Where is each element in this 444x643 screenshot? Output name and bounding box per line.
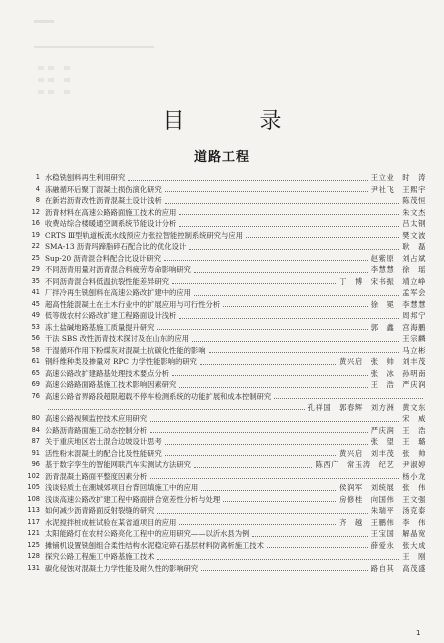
toc-article-title: 不同沥青混合料低温抗裂性能差异研究 — [45, 276, 170, 286]
dot-leader — [165, 203, 400, 204]
toc-entry[interactable] — [22, 391, 426, 403]
toc-article-title: Sup-20 沥青混合料配合比设计研究 — [45, 253, 162, 263]
toc-article-title: 超高性能混凝土在土木行业中的扩展应用与可行性分析 — [45, 299, 221, 309]
toc-authors: 陈西广 常玉涛 纪艺 尹淑婷 — [315, 460, 426, 469]
toc-page-number: 69 — [31, 380, 40, 388]
toc-article-title: 活性粉末混凝土的配合比及性能研究 — [45, 448, 162, 458]
dot-leader — [200, 364, 336, 365]
dot-leader — [189, 249, 399, 250]
toc-article-title: 浅谈高速公路改扩建工程中路面拼合宽差性分析与处理 — [45, 494, 221, 504]
toc-entry[interactable] — [22, 379, 426, 391]
dot-leader — [165, 191, 368, 192]
toc-entry[interactable] — [22, 264, 426, 276]
toc-article-title: 如何减少沥青路面反射裂缝的研究 — [45, 506, 155, 515]
toc-page-number: 65 — [31, 368, 40, 377]
toc-article-title: 收费站综合楼暖通空调系统节能设计分析 — [45, 219, 177, 228]
dot-leader — [48, 409, 305, 410]
dot-leader — [150, 432, 368, 433]
dot-leader — [165, 444, 368, 445]
toc-page-number: 125 — [27, 540, 40, 549]
toc-article-title: 探究公路工程施工中路基施工技术 — [45, 552, 155, 561]
toc-page-number: 8 — [35, 196, 40, 204]
toc-article-title: 水稳铣刨料再生利用研究 — [45, 173, 126, 182]
toc-entry[interactable] — [22, 230, 426, 242]
toc-entry[interactable] — [22, 471, 426, 483]
toc-article-title: 干法 SBS 改性沥青技术探讨及在山东的应用 — [45, 334, 190, 343]
toc-entry[interactable] — [22, 563, 426, 575]
toc-page-number: 4 — [35, 184, 40, 193]
dot-leader — [179, 318, 399, 319]
toc-authors: 徐 冕 李慧慧 — [370, 299, 426, 309]
toc-authors: 房修桂 向国伟 王文强 — [339, 494, 426, 504]
toc-article-title: 不同沥青用量对沥青混合料疲劳寿命影响研究 — [45, 265, 191, 274]
toc-authors: 杨小龙 — [402, 471, 426, 481]
toc-article-title: 关于重庆地区岩土混合边坡设计思考 — [45, 437, 162, 446]
toc-authors: 王立业 时 涛 — [370, 173, 426, 182]
dot-leader — [165, 455, 336, 456]
toc-article-title: 基于数字孪生的智能网联汽车实测试方法研究 — [45, 460, 191, 469]
toc-authors: 朱瑞平 汤克泰 — [370, 506, 426, 515]
toc-entry[interactable] — [22, 551, 426, 563]
toc-entry-authors-continuation[interactable] — [22, 402, 426, 413]
toc-page-number: 49 — [31, 311, 40, 319]
toc-page-number: 113 — [27, 506, 40, 514]
toc-article-title: 低等级农村公路改扩建工程路面设计浅析 — [45, 311, 177, 320]
toc-article-title: 干湿循环作用下粉煤灰对混凝土抗碳化性能的影响 — [45, 345, 206, 355]
toc-entry[interactable] — [22, 218, 426, 230]
dot-leader — [150, 478, 399, 479]
toc-entry[interactable] — [22, 172, 426, 184]
toc-entry[interactable] — [22, 459, 426, 471]
toc-authors: 郭 鑫 宫海鹏 — [370, 322, 426, 332]
dot-leader — [150, 421, 399, 422]
dot-leader — [194, 467, 313, 468]
toc-entry[interactable] — [22, 253, 426, 265]
toc-page-number: 16 — [31, 219, 40, 227]
toc-entry[interactable] — [22, 368, 426, 380]
dot-leader — [201, 570, 367, 571]
toc-authors: 宋 威 — [402, 414, 426, 423]
toc-authors: 黄兴启 张 帅 刘丰茂 — [339, 357, 426, 366]
dot-leader — [179, 387, 367, 388]
toc-page-number: 96 — [31, 460, 40, 468]
dot-leader — [172, 375, 368, 376]
toc-page-number: 29 — [31, 265, 40, 273]
toc-article-title: 太阳能路灯在农村公路亮化工程中的应用研究——以沂水县为例 — [45, 529, 250, 538]
toc-authors: 张 冰 孙明南 — [370, 368, 426, 378]
dot-leader — [274, 398, 423, 399]
toc-article-title: 钢纤维种类及掺量对 RPC 力学性能影响的研究 — [45, 357, 197, 366]
toc-article-title: 水泥搅拌桩成桩试验在某省道项目的应用 — [45, 517, 177, 527]
toc-page-number: 121 — [27, 529, 40, 537]
dot-leader — [128, 180, 367, 181]
toc-entry[interactable] — [22, 333, 426, 345]
toc-entry[interactable] — [22, 482, 426, 494]
dot-leader — [179, 524, 336, 525]
toc-authors: 周邦宁 — [402, 311, 426, 320]
toc-page-number: 102 — [27, 471, 40, 480]
toc-page-number: 128 — [27, 552, 40, 560]
toc-authors: 王宝国 解晶宽 — [370, 529, 426, 538]
toc-page-number: 58 — [31, 345, 40, 354]
toc-article-title: 沥青混凝土路面平整度因素分析 — [45, 471, 148, 481]
toc-article-title: 厂拌冷再生铣刨料在高速公路改扩建中的应用 — [45, 288, 191, 297]
toc-authors: 薛爱永 张大成 — [370, 540, 426, 550]
toc-entry[interactable] — [22, 413, 426, 425]
toc-authors: 丁 博 宋书振 靖立峥 — [339, 276, 426, 286]
toc-authors: 孔祥国 郭春辉 刘方洲 黄文东 — [307, 402, 426, 412]
toc-entry[interactable] — [22, 195, 426, 207]
toc-article-title: 冻融循环后聚丁混凝土损伤演化研究 — [45, 184, 162, 194]
toc-article-title: 浅谈轻质土在潮城郊项目台背回填施工中的应用 — [45, 483, 199, 492]
dot-leader — [246, 237, 399, 238]
toc-entry[interactable] — [22, 345, 426, 357]
toc-authors: 齐 越 王鹏伟 李 伟 — [339, 517, 426, 527]
toc-entry[interactable] — [22, 207, 426, 219]
toc-page-number: 19 — [31, 230, 40, 239]
dot-leader — [209, 352, 400, 353]
dot-leader — [252, 536, 367, 537]
toc-entry[interactable] — [22, 356, 426, 368]
toc-authors: 李慧慧 徐 瑶 — [370, 265, 426, 274]
toc-authors: 吕太钢 — [402, 219, 426, 228]
toc-entry[interactable] — [22, 528, 426, 540]
toc-article-title: CRTS Ⅲ型轨道板流水线预应力张拉智能控制系统研究与应用 — [45, 230, 243, 240]
toc-article-title: 高速公路改扩建路基处理技术要点分析 — [45, 368, 170, 378]
dot-leader — [164, 260, 368, 261]
toc-page-number: 76 — [31, 391, 40, 400]
dot-leader — [194, 295, 399, 296]
toc-entry[interactable] — [22, 436, 426, 448]
toc-authors: 朱文杰 — [402, 207, 426, 217]
dot-leader — [223, 306, 368, 307]
toc-entry[interactable] — [22, 184, 426, 196]
toc-entry[interactable] — [22, 505, 426, 517]
dot-leader — [223, 501, 336, 502]
toc-page-number: 25 — [31, 253, 40, 262]
toc-page-number: 22 — [31, 242, 40, 250]
toc-page-number: 105 — [27, 483, 40, 491]
toc-entry[interactable] — [22, 310, 426, 322]
dot-leader — [157, 513, 367, 514]
page-title: 目 录 — [162, 109, 316, 134]
toc-entry[interactable] — [22, 241, 426, 253]
toc-authors: 耿 磊 — [402, 242, 426, 251]
toc-page-number: 35 — [31, 276, 40, 285]
dot-leader — [194, 272, 368, 273]
toc-entry[interactable] — [22, 299, 426, 311]
toc-article-title: 高速公路路面路基施工技术影响因素研究 — [45, 380, 177, 389]
toc-authors: 马立彬 — [402, 345, 426, 355]
toc-entry[interactable] — [22, 322, 426, 334]
toc-authors: 黄兴启 刘丰茂 张 帅 — [339, 448, 426, 458]
dot-leader — [157, 559, 399, 560]
toc-entry[interactable] — [22, 425, 426, 437]
toc-entry[interactable] — [22, 287, 426, 299]
toc-article-title: 公路沥青路面施工动态控制分析 — [45, 425, 148, 435]
toc-article-title: 在新岩沥青改性沥青混凝土设计浅析 — [45, 196, 162, 205]
toc-page-number: 12 — [31, 207, 40, 216]
toc-article-title: 冻土盐碱地路基施工质量提升研究 — [45, 322, 155, 332]
toc-page-number: 56 — [31, 334, 40, 342]
toc-article-title: 沥青材料在高速公路路面施工技术的应用 — [45, 207, 177, 217]
faded-masthead — [34, 20, 184, 110]
dot-leader — [172, 283, 336, 284]
toc-page-number: 108 — [27, 494, 40, 503]
dot-leader — [179, 226, 399, 227]
dot-leader — [157, 329, 367, 330]
toc-article-title: SMA-13 沥青玛蹄脂碎石配合比的优化设计 — [45, 242, 187, 251]
dot-leader — [201, 490, 336, 491]
toc-article-title: 碳化侵蚀对混凝土力学性能及耐久性的影响研究 — [45, 563, 199, 573]
toc-entry[interactable] — [22, 517, 426, 529]
toc-article-title: 高速公路省界路段超限超载不停车检测系统的功能扩展和成本控制研究 — [45, 391, 272, 401]
toc-authors: 赵紫原 刘占斌 — [370, 253, 426, 263]
toc-article-title: 摊铺机设置铣刨组合柔性结构水泥稳定碎石基层材料防离析施工技术 — [45, 540, 264, 550]
toc-entry[interactable] — [22, 448, 426, 460]
toc-authors: 严庆润 王 浩 — [370, 425, 426, 435]
toc-page-number: 117 — [27, 517, 40, 526]
section-heading: 道路工程 — [193, 150, 250, 165]
dot-leader — [192, 341, 399, 342]
toc-page-number: 84 — [31, 425, 40, 434]
toc-page-number: 61 — [31, 357, 40, 365]
toc-authors: 张 望 王 璐 — [370, 437, 426, 446]
toc-authors: 尹社飞 王熙宇 — [370, 184, 426, 194]
page-number: 1 — [416, 629, 421, 637]
toc-authors: 孟军会 — [402, 288, 426, 297]
dot-leader — [267, 547, 368, 548]
toc-page-number: 45 — [31, 299, 40, 308]
toc-page-number: 91 — [31, 448, 40, 457]
toc-authors: 王宗麟 — [402, 334, 426, 343]
toc-page-number: 87 — [31, 437, 40, 445]
toc-page-number: 41 — [31, 288, 40, 296]
toc-authors: 路自其 高茂盛 — [370, 563, 426, 573]
toc-authors: 侯润军 刘统展 张 伟 — [339, 483, 426, 492]
toc-authors: 王 刚 — [402, 552, 426, 561]
toc-authors: 樊文波 — [402, 230, 426, 240]
toc-page-number: 131 — [27, 563, 40, 572]
toc-page-number: 80 — [31, 414, 40, 422]
toc-entry[interactable] — [22, 540, 426, 552]
toc-page-number: 1 — [35, 173, 40, 181]
toc-authors: 陈茂恒 — [402, 196, 426, 205]
toc-entry[interactable] — [22, 494, 426, 506]
toc-page-number: 53 — [31, 322, 40, 331]
toc-list — [22, 172, 426, 574]
dot-leader — [179, 214, 399, 215]
toc-article-title: 高速公路视频监控技术应用研究 — [45, 414, 148, 423]
toc-entry[interactable] — [22, 276, 426, 288]
toc-authors: 王 浩 严庆润 — [370, 380, 426, 389]
